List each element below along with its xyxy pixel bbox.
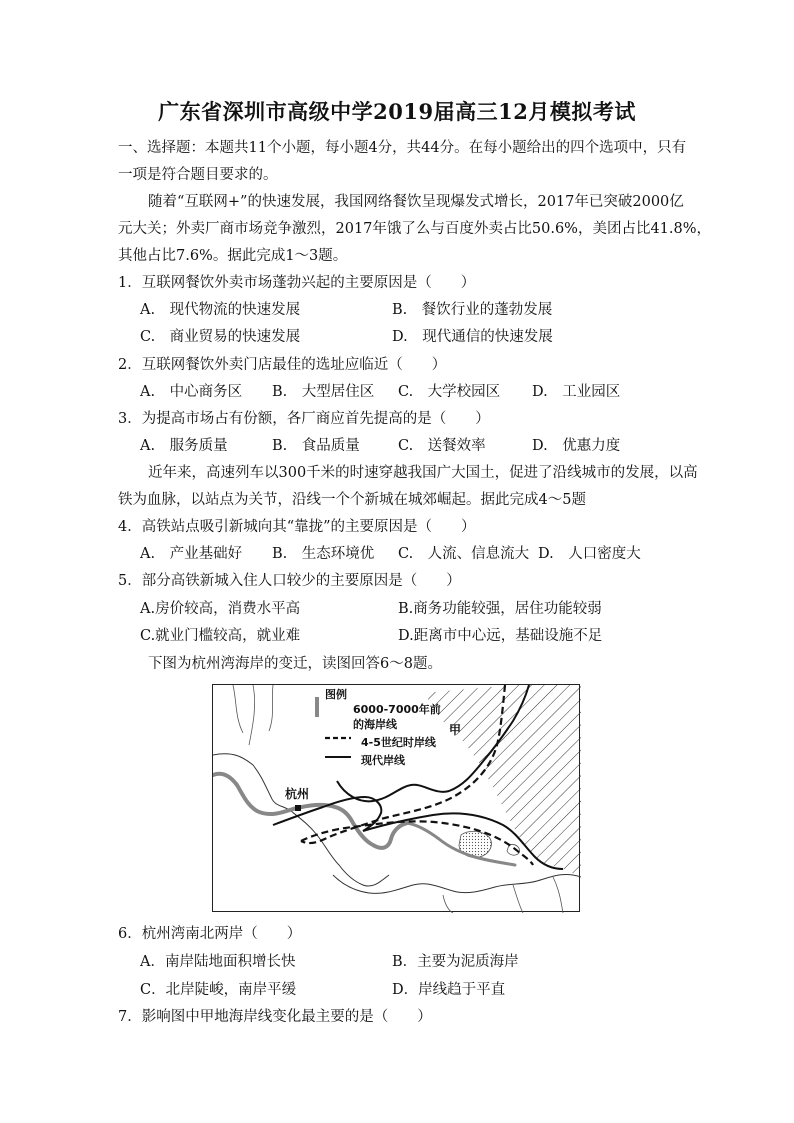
question-2-option-b: B. 大型居住区 <box>272 384 375 400</box>
question-1-stem: 1．互联网餐饮外卖市场蓬勃兴起的主要原因是（ ） <box>118 275 476 291</box>
passage1-line3: 其他占比7.6%。据此完成1～3题。 <box>118 248 348 264</box>
legend-modern: 现代岸线 <box>361 754 405 767</box>
exam-title: 广东省深圳市高级中学2019届高三12月模拟考试 <box>158 99 636 124</box>
question-3-option-b: B. 食品质量 <box>272 438 360 454</box>
passage2-line1: 近年来，高速列车以300千米的时速穿越我国广大国土，促进了沿线城市的发展，以高 <box>148 465 698 481</box>
question-4-option-a: A. 产业基础好 <box>140 546 243 562</box>
passage1-line2: 元大关；外卖厂商市场竞争激烈，2017年饿了么与百度外卖占比50.6%，美团占比41.8%， <box>118 221 712 237</box>
question-5-option-d: D.距离市中心远，基础设施不足 <box>398 628 603 644</box>
century-coastline-south <box>301 821 533 865</box>
question-2-option-c: C. 大学校园区 <box>398 384 501 400</box>
map-legend <box>325 687 441 768</box>
question-3-option-d: D. 优惠力度 <box>532 438 621 454</box>
section-instructions-line1: 一、选择题：本题共11个小题，每小题4分，共44分。在每小题给出的四个选项中，只有 <box>118 140 687 156</box>
south-river <box>443 877 563 913</box>
land-outline-west <box>213 754 389 886</box>
question-1-option-b: B. 餐饮行业的蓬勃发展 <box>392 302 553 318</box>
question-5-option-c: C.就业门槛较高，就业难 <box>140 628 301 644</box>
question-6-option-d: D．岸线趋于平直 <box>392 982 506 998</box>
question-5-stem: 5．部分高铁新城入住人口较少的主要原因是（ ） <box>118 573 461 589</box>
legend-title: 图例 <box>325 688 347 701</box>
hangzhou-marker <box>295 805 301 811</box>
question-3-option-a: A. 服务质量 <box>140 438 228 454</box>
section-instructions-line2: 一项是符合题目要求的。 <box>118 167 278 183</box>
question-6-option-c: C．北岸陡峻，南岸平缓 <box>140 982 297 998</box>
legend-ancient-line1: 6000-7000年前 <box>353 703 441 716</box>
legend-century: 4-5世纪时岸线 <box>361 736 436 749</box>
legend-ancient-line2: 的海岸线 <box>353 718 397 731</box>
label-hangzhou: 杭州 <box>285 787 310 801</box>
question-6-option-b: B．主要为泥质海岸 <box>392 954 519 970</box>
question-4-stem: 4．高铁站点吸引新城向其“靠拢”的主要原因是（ ） <box>118 519 476 535</box>
label-jia: 甲 <box>449 723 462 737</box>
question-4-option-b: B. 生态环境优 <box>272 546 375 562</box>
question-1-option-d: D. 现代通信的快速发展 <box>392 329 553 345</box>
question-5-option-a: A.房价较高，消费水平高 <box>140 601 301 617</box>
question-7-stem: 7．影响图中甲地海岸线变化最主要的是（ ） <box>118 1009 432 1025</box>
question-2-option-a: A. 中心商务区 <box>140 384 243 400</box>
passage3-line1: 下图为杭州湾海岸的变迁，读图回答6～8题。 <box>148 656 442 672</box>
hangzhou-bay-coastline-map <box>212 684 580 912</box>
question-4-option-c: C. 人流、信息流大 <box>398 546 530 562</box>
passage1-line1: 随着“互联网+”的快速发展，我国网络餐饮呈现爆发式增长，2017年已突破2000亿 <box>148 194 684 210</box>
question-2-stem: 2．互联网餐饮外卖门店最佳的选址应临近（ ） <box>118 357 447 373</box>
question-3-option-c: C. 送餐效率 <box>398 438 486 454</box>
question-5-option-b: B.商务功能较强，居住功能较弱 <box>398 601 602 617</box>
question-2-option-d: D. 工业园区 <box>532 384 621 400</box>
passage2-line2: 铁为血脉，以站点为关节，沿线一个个新城在城郊崛起。据此完成4～5题 <box>118 492 586 508</box>
question-6-option-a: A．南岸陆地面积增长快 <box>140 954 296 970</box>
question-6-stem: 6．杭州湾南北两岸（ ） <box>118 926 302 942</box>
river <box>233 685 273 745</box>
question-3-stem: 3．为提高市场占有份额，各厂商应首先提高的是（ ） <box>118 411 490 427</box>
question-1-option-c: C. 商业贸易的快速发展 <box>140 329 301 345</box>
question-1-option-a: A. 现代物流的快速发展 <box>140 302 301 318</box>
question-4-option-d: D. 人口密度大 <box>538 546 641 562</box>
land-outline-south <box>333 874 581 893</box>
